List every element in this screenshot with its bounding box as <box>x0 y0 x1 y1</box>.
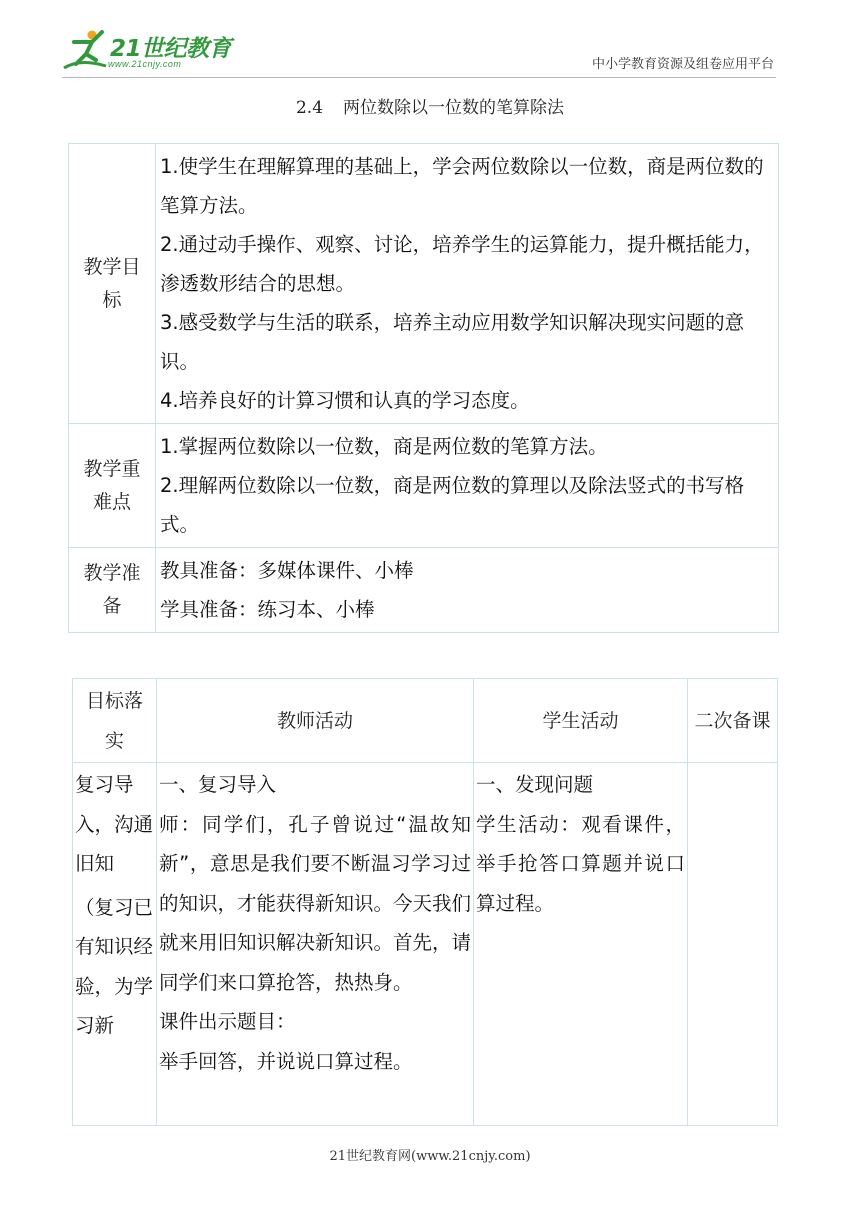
goal-item: 1.使学生在理解算理的基础上，学会两位数除以一位数，商是两位数的笔算方法。 <box>160 155 764 217</box>
logo-text: 21世纪教育 <box>110 36 232 62</box>
header-goal: 目标落实 <box>73 679 157 763</box>
goal-note: （复习已有知识经验，为学习新 <box>75 895 154 1037</box>
prep-item: 学具准备：练习本、小棒 <box>160 598 375 621</box>
goal-cell <box>73 763 157 1126</box>
lesson-title: 两位数除以一位数的笔算除法 <box>343 98 565 118</box>
goal-item: 2.通过动手操作、观察、讨论，培养学生的运算能力，提升概括能力，渗透数形结合的思想。 <box>160 233 764 295</box>
teacher-show: 课件出示题目： <box>159 1010 296 1033</box>
goals-row <box>69 144 779 424</box>
platform-name: 中小学教育资源及组卷应用平台 <box>591 57 774 72</box>
page-footer: 21世纪教育网(www.21cnjy.com) <box>329 1149 531 1164</box>
teacher-cell <box>157 763 474 1126</box>
header-divider <box>62 77 776 78</box>
prep-content <box>156 548 779 633</box>
goal-item: 3.感受数学与生活的联系，培养主动应用数学知识解决现实问题的意识。 <box>160 311 745 373</box>
keypoint-item: 2.理解两位数除以一位数，商是两位数的算理以及除法竖式的书写格式。 <box>160 474 745 536</box>
lesson-number: 2.4 <box>295 98 324 118</box>
runner-logo-icon <box>62 28 112 74</box>
process-table <box>72 678 778 1126</box>
keypoint-item: 1.掌握两位数除以一位数，商是两位数的笔算方法。 <box>160 435 608 458</box>
prep-item: 教具准备：多媒体课件、小棒 <box>160 559 414 582</box>
student-title: 一、发现问题 <box>476 773 594 796</box>
keypoints-content <box>156 424 779 548</box>
process-row <box>73 763 778 1126</box>
header-teacher: 教师活动 <box>157 679 474 763</box>
logo-url: www.21cnjy.com <box>108 59 182 69</box>
prep-row <box>69 548 779 633</box>
header-student: 学生活动 <box>474 679 688 763</box>
teacher-answer: 举手回答，并说说口算过程。 <box>159 1049 413 1073</box>
header-second: 二次备课 <box>688 679 778 763</box>
goals-content <box>156 144 779 424</box>
keypoints-row <box>69 424 779 548</box>
teacher-text: 师：同学们，孔子曾说过“温故知新”，意思是我们要不断温习学习过的知识，才能获得新知识。今天我们就来用旧知识解决新知识。首先，请同学们来口算抢答，热热身。 <box>159 812 472 994</box>
keypoints-label: 教学重难点 <box>69 424 156 548</box>
goal-item: 4.培养良好的计算习惯和认真的学习态度。 <box>160 389 530 412</box>
second-prep-cell <box>688 763 778 1126</box>
process-header-row <box>73 679 778 763</box>
prep-label: 教学准备 <box>69 548 156 633</box>
site-logo <box>62 28 232 74</box>
teacher-title: 一、复习导入 <box>159 773 277 796</box>
goals-label: 教学目标 <box>69 144 156 424</box>
page-title <box>0 93 860 118</box>
goal-text: 复习导入，沟通旧知 <box>75 773 154 875</box>
overview-table <box>68 143 779 633</box>
student-text: 学生活动：观看课件，举手抢答口算题并说口算过程。 <box>476 812 685 915</box>
student-cell <box>474 763 688 1126</box>
